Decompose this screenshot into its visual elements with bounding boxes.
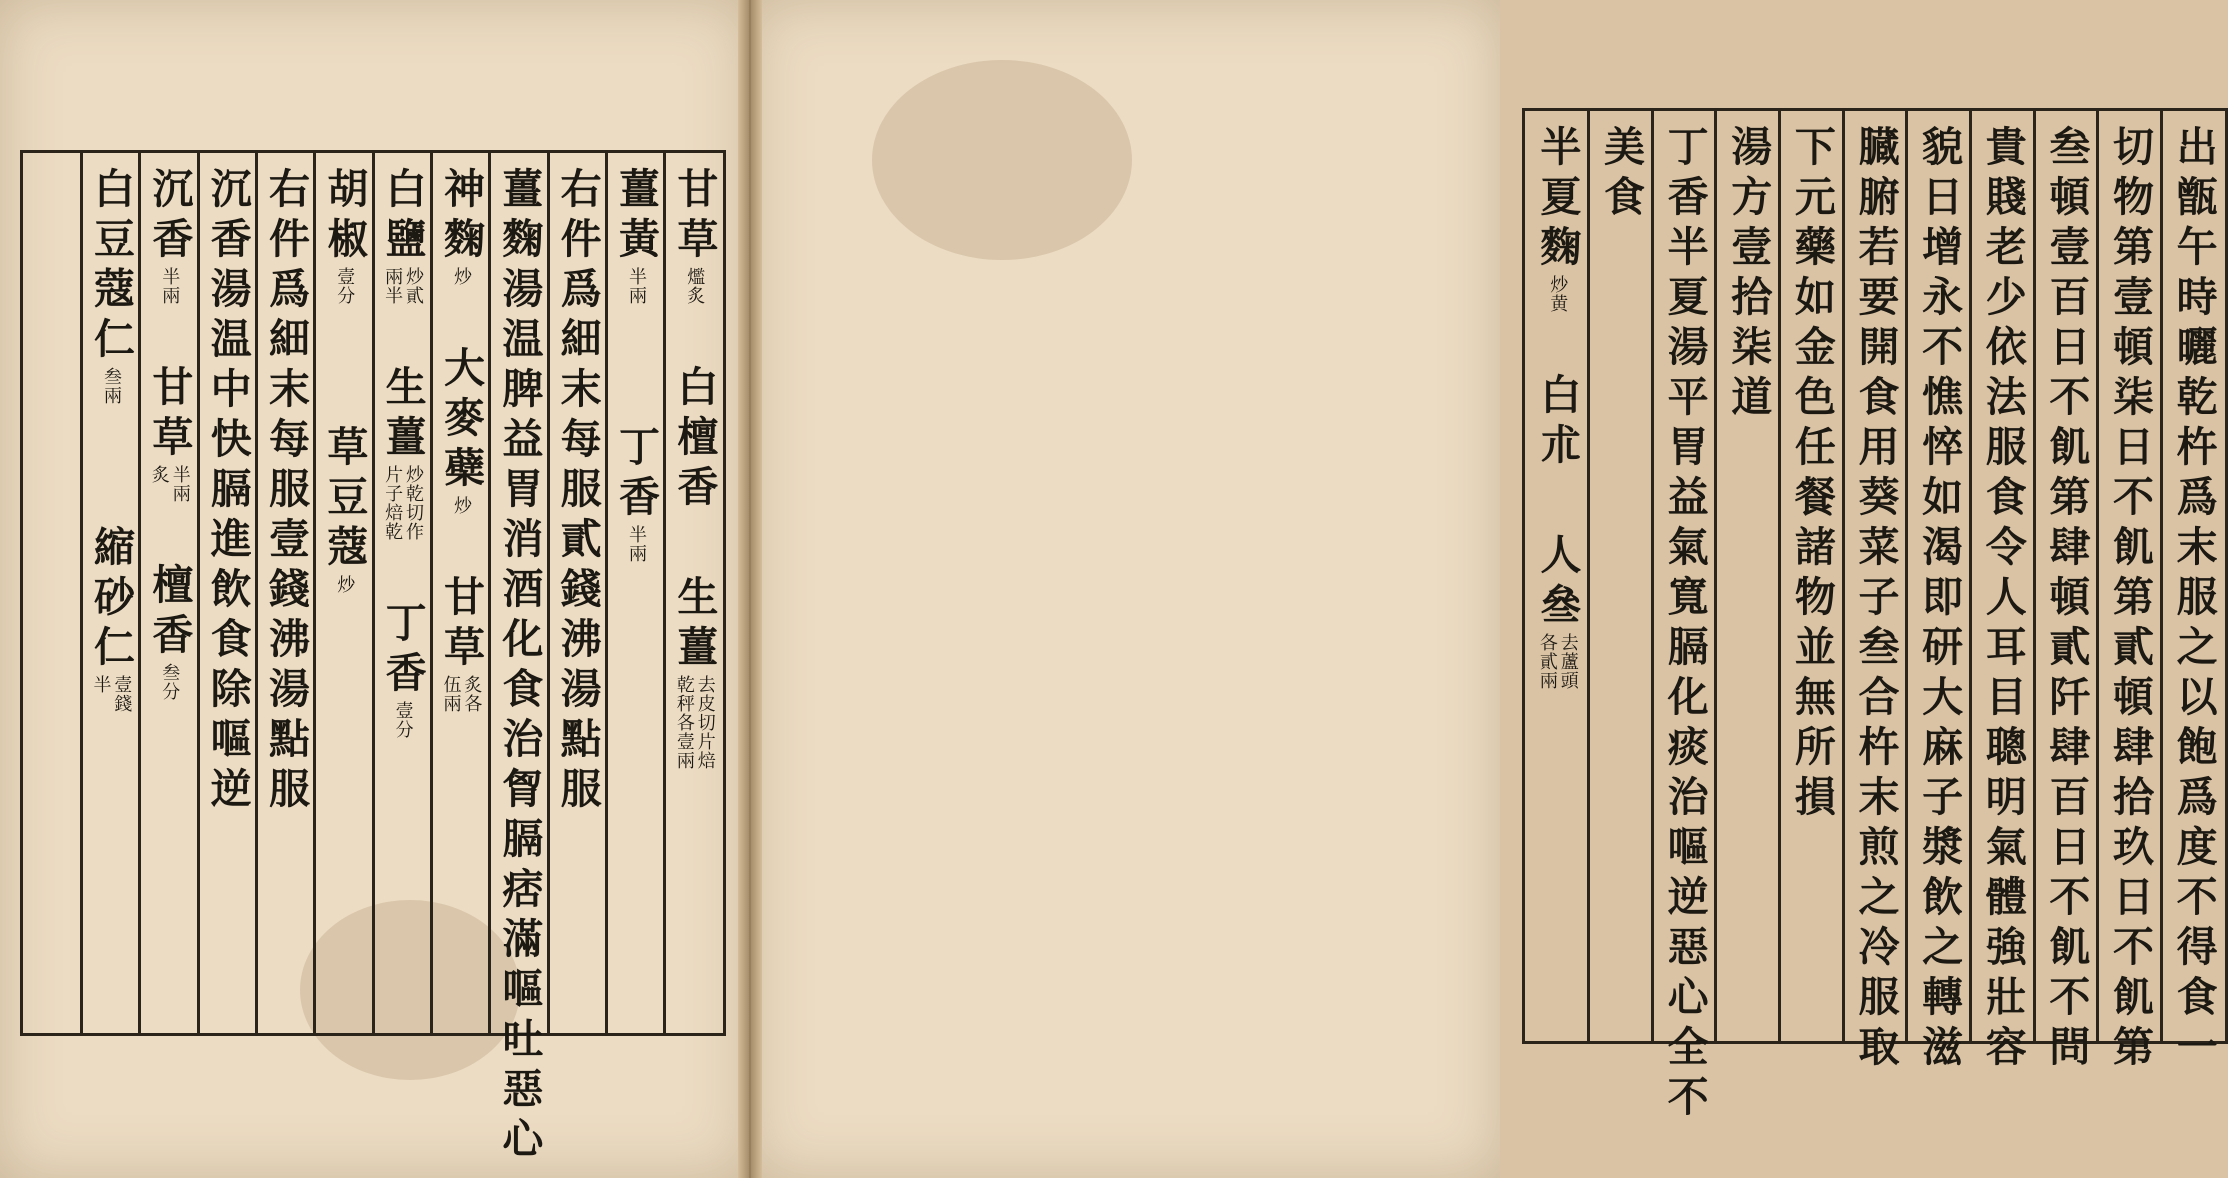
left-text-frame — [20, 150, 726, 1167]
note-line: 兩半 — [382, 267, 404, 305]
main-text: 丁香 — [612, 425, 660, 525]
main-text: 白鹽 — [378, 167, 427, 267]
text-column — [1655, 111, 1713, 1125]
main-text: 神麴 — [437, 167, 485, 267]
text-entry — [145, 167, 194, 305]
text-column — [373, 153, 431, 1047]
main-text: 胡椒 — [320, 167, 369, 267]
text-entry — [1851, 125, 1900, 1075]
text-entry — [1596, 125, 1645, 225]
right-page — [752, 0, 2218, 1178]
text-entry — [1533, 125, 1582, 313]
note-line: 半兩 — [169, 465, 191, 503]
note-line: 炒 — [450, 496, 472, 515]
main-text: 薑麴湯温脾益胃消酒化食治胷膈痞滿嘔吐惡心 — [495, 167, 544, 1167]
annotation-note — [91, 675, 131, 713]
main-text: 生薑 — [378, 365, 427, 465]
text-column — [665, 153, 723, 1047]
text-entry — [553, 167, 602, 817]
column-rule — [2096, 111, 2099, 1041]
column-rule — [2160, 111, 2163, 1041]
main-text: 縮砂仁 — [87, 525, 135, 675]
annotation-note — [451, 267, 470, 286]
text-column — [1782, 111, 1840, 1055]
note-line: 炒黄 — [1547, 275, 1569, 313]
text-column — [82, 153, 140, 1047]
note-line: 炒 — [450, 267, 472, 286]
text-entry — [87, 167, 135, 405]
column-rule — [1651, 111, 1654, 1041]
column-rule — [1842, 111, 1845, 1041]
main-text: 白豆蔻仁 — [87, 167, 135, 367]
main-text: 丁香半夏湯平胃益氣寬膈化痰治嘔逆惡心全不 — [1660, 125, 1709, 1125]
annotation-note — [684, 267, 706, 305]
note-line: 去皮切片焙 — [694, 675, 716, 770]
annotation-note — [382, 267, 425, 305]
annotation-note — [1537, 633, 1577, 690]
main-text: 沉香湯温中快膈進飲食除嘔逆 — [203, 167, 252, 817]
text-entry — [378, 365, 427, 541]
annotation-note — [149, 465, 189, 503]
note-line: 叁分 — [159, 663, 181, 701]
note-line: 炒 — [334, 575, 356, 594]
annotation-note — [393, 701, 412, 739]
book-gutter — [738, 0, 762, 1178]
text-column — [1528, 111, 1586, 1055]
text-entry — [145, 563, 194, 701]
text-column — [1973, 111, 2031, 1075]
annotation-note — [334, 575, 356, 594]
note-line: 伍兩 — [440, 675, 462, 713]
text-column — [1719, 111, 1777, 1055]
main-text: 大麥蘗 — [437, 346, 485, 496]
text-entry — [2106, 125, 2155, 1075]
text-entry — [437, 167, 485, 286]
main-text: 右件爲細末每服貳錢沸湯點服 — [553, 167, 602, 817]
text-entry — [320, 425, 369, 594]
text-column — [1846, 111, 1904, 1075]
main-text: 湯方壹拾柒道 — [1724, 125, 1773, 425]
text-entry — [1724, 125, 1773, 425]
annotation-note — [159, 663, 181, 701]
main-text: 美食 — [1596, 125, 1645, 225]
annotation-note — [451, 496, 470, 515]
text-column — [315, 153, 373, 1047]
main-text: 叁頓壹百日不飢第肆頓貳阡肆百日不飢不問 — [2042, 125, 2091, 1075]
text-entry — [1533, 373, 1582, 473]
main-text: 甘草 — [437, 575, 485, 675]
text-column — [432, 153, 490, 1047]
annotation-note — [159, 267, 181, 305]
annotation-note — [1547, 275, 1569, 313]
column-rule — [1587, 111, 1590, 1041]
main-text: 切物第壹頓柒日不飢第貳頓肆拾玖日不飢第 — [2106, 125, 2155, 1075]
main-text: 薑黃 — [612, 167, 660, 267]
text-entry — [612, 167, 660, 305]
main-text: 甘草 — [670, 167, 719, 267]
text-column — [2037, 111, 2095, 1075]
main-text: 出甑午時曬乾杵爲末服之以飽爲度不得食一 — [2169, 125, 2218, 1075]
main-text: 甘草 — [145, 365, 194, 465]
text-entry — [87, 525, 135, 713]
text-entry — [2042, 125, 2091, 1075]
text-column — [140, 153, 198, 1047]
main-text: 白檀香 — [670, 365, 719, 515]
main-text: 檀香 — [145, 563, 194, 663]
text-entry — [437, 575, 485, 713]
note-line: 半兩 — [625, 267, 647, 305]
text-entry — [145, 365, 194, 503]
annotation-note — [674, 675, 714, 770]
main-text: 草豆蔻 — [320, 425, 369, 575]
text-entry — [670, 365, 719, 515]
text-column — [2164, 111, 2222, 1075]
text-entry — [437, 346, 485, 515]
text-entry — [378, 601, 427, 739]
text-entry — [1978, 125, 2027, 1075]
text-entry — [612, 425, 660, 563]
note-line: 壹錢 — [111, 675, 133, 713]
note-line: 乾秤各壹兩 — [673, 675, 695, 770]
text-entry — [1915, 125, 1964, 1075]
note-line: 叁兩 — [100, 367, 122, 405]
note-line: 半 — [90, 675, 112, 694]
right-text-frame — [1522, 108, 2228, 1125]
text-entry — [670, 575, 719, 770]
note-line: 半兩 — [625, 525, 647, 563]
main-text: 白朮 — [1533, 373, 1582, 473]
annotation-note — [626, 267, 645, 305]
note-line: 炙各 — [461, 675, 483, 713]
note-line: 各貳兩 — [1536, 633, 1558, 690]
note-line: 半兩 — [159, 267, 181, 305]
text-column — [548, 153, 606, 1047]
column-rule — [2033, 111, 2036, 1041]
note-line: 炒乾切作 — [403, 465, 425, 541]
main-text: 下元藥如金色任餐諸物並無所損 — [1787, 125, 1836, 825]
main-text: 貴賤老少依法服食令人耳目聰明氣體強壯容 — [1978, 125, 2027, 1075]
text-column — [1591, 111, 1649, 1055]
text-entry — [262, 167, 310, 817]
column-rule — [1905, 111, 1908, 1041]
text-entry — [320, 167, 369, 305]
note-line: 爁炙 — [684, 267, 706, 305]
note-line: 炙 — [148, 465, 170, 484]
note-line: 去蘆頭 — [1557, 633, 1579, 690]
main-text: 沉香 — [145, 167, 194, 267]
paper-stain — [872, 60, 1132, 260]
text-column — [198, 153, 256, 1047]
text-column — [2101, 111, 2159, 1075]
text-column — [1910, 111, 1968, 1075]
text-entry — [670, 167, 719, 305]
main-text: 半夏麴 — [1533, 125, 1582, 275]
left-page — [0, 0, 748, 1178]
text-entry — [203, 167, 252, 817]
annotation-note — [441, 675, 481, 713]
text-entry — [378, 167, 427, 305]
main-text: 臓腑若要開食用葵菜子叁合杵末煎之冷服取 — [1851, 125, 1900, 1075]
main-text: 貌日增永不憔悴如渴即研大麻子漿飲之轉滋 — [1915, 125, 1964, 1075]
annotation-note — [626, 525, 645, 563]
column-rule — [1778, 111, 1781, 1041]
note-line: 壹分 — [334, 267, 356, 305]
main-text: 右件爲細末每服壹錢沸湯點服 — [262, 167, 310, 817]
column-rule — [1969, 111, 1972, 1041]
annotation-note — [101, 367, 120, 405]
text-entry — [495, 167, 544, 1167]
text-entry — [2169, 125, 2218, 1075]
note-line: 炒貳 — [403, 267, 425, 305]
annotation-note — [334, 267, 356, 305]
main-text: 人叄 — [1533, 533, 1582, 633]
text-column — [490, 153, 548, 1167]
annotation-note — [382, 465, 425, 541]
column-rule — [1714, 111, 1717, 1041]
text-entry — [1660, 125, 1709, 1125]
text-entry — [1787, 125, 1836, 825]
text-column — [607, 153, 665, 1047]
note-line: 片子焙乾 — [382, 465, 404, 541]
main-text: 丁香 — [378, 601, 427, 701]
note-line: 壹分 — [392, 701, 414, 739]
main-text: 生薑 — [670, 575, 719, 675]
text-column — [257, 153, 315, 1047]
text-entry — [1533, 533, 1582, 690]
